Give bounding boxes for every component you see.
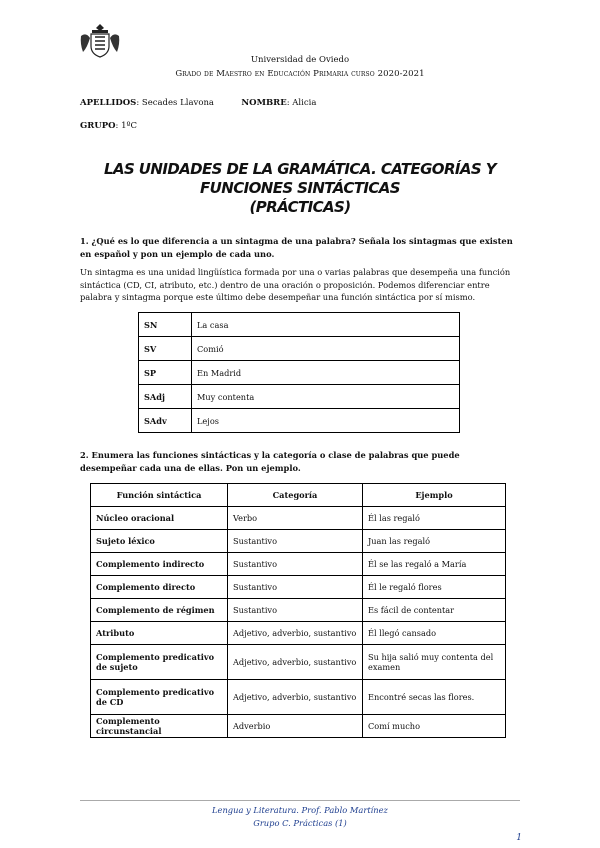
- example-cell: Él las regaló: [363, 507, 506, 530]
- syntagma-type: SAdv: [139, 409, 192, 433]
- degree-line: Grado de Maestro en Educación Primaria curso 2020-2021: [175, 69, 425, 79]
- title-line-2: FUNCIONES SINTÁCTICAS: [200, 179, 400, 197]
- function-cell: Atributo: [91, 622, 228, 645]
- category-cell: Adjetivo, adverbio, sustantivo: [228, 622, 363, 645]
- syntagma-table: [138, 312, 460, 433]
- category-cell: Adjetivo, adverbio, sustantivo: [228, 680, 363, 715]
- example-cell: Juan las regaló: [363, 530, 506, 553]
- syntagma-example: Muy contenta: [192, 385, 460, 409]
- group-value: : 1ºC: [115, 121, 138, 131]
- answer-1: Un sintagma es una unidad lingüística formada por una o varias palabras que desempeña una función sintáctica (CD, CI, atributo, etc.) dentro de una oración o proposición. Podemos diferenciar entre palabra y sintagma porque este último debe desempeñar una función sintáctica por sí mismo.: [80, 267, 511, 302]
- footer-course: Lengua y Literatura. Prof. Pablo Martínez: [212, 805, 388, 815]
- column-header: Función sintáctica: [91, 484, 228, 507]
- category-cell: Sustantivo: [228, 553, 363, 576]
- category-cell: Adverbio: [228, 715, 363, 738]
- table-row: [139, 361, 460, 385]
- syntagma-example: La casa: [192, 313, 460, 337]
- function-cell: Complemento predicativo de sujeto: [91, 645, 228, 680]
- title-line-1: LAS UNIDADES DE LA GRAMÁTICA. CATEGORÍAS Y: [104, 160, 496, 178]
- table-row: [91, 622, 506, 645]
- syntagma-type: SAdj: [139, 385, 192, 409]
- table-row: [91, 553, 506, 576]
- surname-label: APELLIDOS: [80, 98, 137, 108]
- example-cell: Comí mucho: [363, 715, 506, 738]
- surname-value: : Secades Llavona: [136, 98, 214, 108]
- category-cell: Sustantivo: [228, 530, 363, 553]
- category-cell: Sustantivo: [228, 599, 363, 622]
- function-cell: Complemento de régimen: [91, 599, 228, 622]
- table-row: [91, 715, 506, 738]
- example-cell: Es fácil de contentar: [363, 599, 506, 622]
- table-row: [91, 530, 506, 553]
- title-line-3: (PRÁCTICAS): [249, 198, 351, 216]
- table-row: [139, 337, 460, 361]
- example-cell: Él le regaló flores: [363, 576, 506, 599]
- student-name-line: [80, 98, 316, 108]
- group-label: GRUPO: [80, 121, 116, 131]
- question-2: 2. Enumera las funciones sintácticas y la categoría o clase de palabras que puede desempeñar cada una de ellas. Pon un ejemplo.: [80, 450, 460, 473]
- column-header: Ejemplo: [363, 484, 506, 507]
- table-row: [139, 409, 460, 433]
- name-label: NOMBRE: [241, 98, 287, 108]
- category-cell: Verbo: [228, 507, 363, 530]
- table-row: [91, 507, 506, 530]
- page-number: 1: [516, 833, 522, 843]
- table-row: [91, 576, 506, 599]
- syntagma-example: Comió: [192, 337, 460, 361]
- example-cell: Él llegó cansado: [363, 622, 506, 645]
- example-cell: Su hija salió muy contenta del examen: [363, 645, 506, 680]
- example-cell: Él se las regaló a María: [363, 553, 506, 576]
- syntagma-example: Lejos: [192, 409, 460, 433]
- functions-table: [90, 483, 506, 738]
- example-cell: Encontré secas las flores.: [363, 680, 506, 715]
- table-row: [91, 599, 506, 622]
- function-cell: Complemento circunstancial: [91, 715, 228, 738]
- function-cell: Complemento indirecto: [91, 553, 228, 576]
- category-cell: Sustantivo: [228, 576, 363, 599]
- function-cell: Núcleo oracional: [91, 507, 228, 530]
- footer-group: Grupo C. Prácticas (1): [253, 818, 347, 828]
- function-cell: Complemento predicativo de CD: [91, 680, 228, 715]
- table-row: [91, 645, 506, 680]
- document-title: [80, 160, 520, 217]
- name-value: : Alicia: [286, 98, 317, 108]
- table-row: [139, 385, 460, 409]
- table-row: [91, 680, 506, 715]
- category-cell: Adjetivo, adverbio, sustantivo: [228, 645, 363, 680]
- column-header: Categoría: [228, 484, 363, 507]
- footer-divider: [80, 800, 520, 801]
- function-cell: Sujeto léxico: [91, 530, 228, 553]
- syntagma-type: SN: [139, 313, 192, 337]
- table-header-row: [91, 484, 506, 507]
- question-1: 1. ¿Qué es lo que diferencia a un sintagma de una palabra? Señala los sintagmas que existen en español y pon un ejemplo de cada uno.: [80, 236, 513, 259]
- university-name: Universidad de Oviedo: [250, 55, 350, 65]
- syntagma-example: En Madrid: [192, 361, 460, 385]
- syntagma-type: SV: [139, 337, 192, 361]
- student-group-line: [80, 121, 137, 131]
- table-row: [139, 313, 460, 337]
- syntagma-type: SP: [139, 361, 192, 385]
- function-cell: Complemento directo: [91, 576, 228, 599]
